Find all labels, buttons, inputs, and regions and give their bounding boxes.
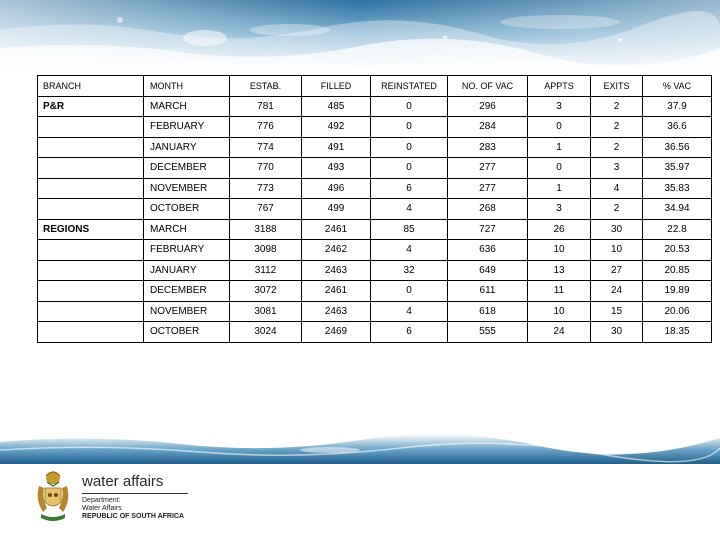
table-cell: 618 (448, 301, 528, 322)
table-cell: 774 (230, 137, 302, 158)
table-cell: 636 (448, 240, 528, 261)
branch-cell (38, 301, 144, 322)
table-cell: 491 (302, 137, 371, 158)
table-row (38, 137, 712, 158)
table-cell: 6 (371, 178, 448, 199)
branch-cell: REGIONS (38, 219, 144, 240)
table-cell: 277 (448, 178, 528, 199)
month-cell: DECEMBER (144, 158, 230, 179)
table-row (38, 117, 712, 138)
table-cell: 10 (528, 301, 591, 322)
month-cell: FEBRUARY (144, 117, 230, 138)
column-header: BRANCH (38, 76, 144, 97)
table-cell: 2463 (302, 301, 371, 322)
table-cell: 493 (302, 158, 371, 179)
brand-divider (82, 493, 188, 494)
table-cell: 1 (528, 178, 591, 199)
table-cell: 0 (528, 158, 591, 179)
branch-cell: P&R (38, 96, 144, 117)
table-cell: 3098 (230, 240, 302, 261)
table-cell: 284 (448, 117, 528, 138)
table-cell: 496 (302, 178, 371, 199)
branch-cell (38, 117, 144, 138)
table-row (38, 96, 712, 117)
table-cell: 781 (230, 96, 302, 117)
table-cell: 0 (371, 117, 448, 138)
column-header: EXITS (591, 76, 643, 97)
table-cell: 10 (591, 240, 643, 261)
table-cell: 2 (591, 96, 643, 117)
column-header: MONTH (144, 76, 230, 97)
table-cell: 1 (528, 137, 591, 158)
table-cell: 24 (591, 281, 643, 302)
month-cell: NOVEMBER (144, 178, 230, 199)
table-cell: 4 (591, 178, 643, 199)
table-cell: 36.56 (643, 137, 712, 158)
table-cell: 27 (591, 260, 643, 281)
brand-name: water affairs (82, 473, 164, 490)
branch-cell (38, 137, 144, 158)
branch-cell (38, 158, 144, 179)
table-cell: 0 (371, 281, 448, 302)
table-row (38, 199, 712, 220)
table-row (38, 301, 712, 322)
table-cell: 36.6 (643, 117, 712, 138)
table-row (38, 178, 712, 199)
country-name: REPUBLIC OF SOUTH AFRICA (82, 513, 185, 520)
month-cell: MARCH (144, 96, 230, 117)
table-cell: 0 (371, 137, 448, 158)
coat-of-arms-icon (33, 468, 73, 524)
table-cell: 37.9 (643, 96, 712, 117)
column-header: APPTS (528, 76, 591, 97)
month-cell: OCTOBER (144, 199, 230, 220)
branch-cell (38, 199, 144, 220)
table-cell: 6 (371, 322, 448, 343)
table-cell: 3 (591, 158, 643, 179)
water-banner-bottom (0, 428, 720, 464)
branch-cell (38, 281, 144, 302)
table-cell: 2463 (302, 260, 371, 281)
table-cell: 499 (302, 199, 371, 220)
table-cell: 4 (371, 240, 448, 261)
table-cell: 22.8 (643, 219, 712, 240)
table-row (38, 158, 712, 179)
table-cell: 3 (528, 199, 591, 220)
table-row (38, 260, 712, 281)
column-header: ESTAB. (230, 76, 302, 97)
department-name: Water Affairs (82, 505, 122, 512)
table-cell: 727 (448, 219, 528, 240)
table-cell: 3188 (230, 219, 302, 240)
branch-cell (38, 178, 144, 199)
table-cell: 492 (302, 117, 371, 138)
table-cell: 30 (591, 322, 643, 343)
table-header-row (38, 76, 712, 97)
month-cell: DECEMBER (144, 281, 230, 302)
table-row (38, 281, 712, 302)
branch-cell (38, 322, 144, 343)
table-cell: 2 (591, 199, 643, 220)
table-cell: 0 (528, 117, 591, 138)
table-cell: 4 (371, 199, 448, 220)
table-cell: 776 (230, 117, 302, 138)
table-cell: 555 (448, 322, 528, 343)
column-header: REINSTATED (371, 76, 448, 97)
table-cell: 30 (591, 219, 643, 240)
table-cell: 3024 (230, 322, 302, 343)
table-cell: 649 (448, 260, 528, 281)
column-header: % VAC (643, 76, 712, 97)
branch-cell (38, 260, 144, 281)
table-row (38, 322, 712, 343)
table-cell: 2462 (302, 240, 371, 261)
month-cell: OCTOBER (144, 322, 230, 343)
table-cell: 34.94 (643, 199, 712, 220)
table-cell: 770 (230, 158, 302, 179)
table-cell: 3072 (230, 281, 302, 302)
table-cell: 32 (371, 260, 448, 281)
table-cell: 35.97 (643, 158, 712, 179)
table-cell: 296 (448, 96, 528, 117)
department-block (82, 497, 184, 521)
month-cell: MARCH (144, 219, 230, 240)
table-cell: 35.83 (643, 178, 712, 199)
month-cell: NOVEMBER (144, 301, 230, 322)
table-cell: 20.85 (643, 260, 712, 281)
table-cell: 24 (528, 322, 591, 343)
table-cell: 611 (448, 281, 528, 302)
month-cell: FEBRUARY (144, 240, 230, 261)
branch-cell (38, 240, 144, 261)
table-cell: 19.89 (643, 281, 712, 302)
table-cell: 15 (591, 301, 643, 322)
table-cell: 767 (230, 199, 302, 220)
table-cell: 2 (591, 137, 643, 158)
table-cell: 283 (448, 137, 528, 158)
month-cell: JANUARY (144, 260, 230, 281)
table-cell: 773 (230, 178, 302, 199)
table-cell: 3 (528, 96, 591, 117)
table-cell: 26 (528, 219, 591, 240)
table-cell: 2461 (302, 219, 371, 240)
table-cell: 10 (528, 240, 591, 261)
column-header: NO. OF VAC (448, 76, 528, 97)
vacancy-table (37, 75, 712, 343)
table-row (38, 240, 712, 261)
table-cell: 2469 (302, 322, 371, 343)
month-cell: JANUARY (144, 137, 230, 158)
table-cell: 13 (528, 260, 591, 281)
water-banner-top (0, 0, 720, 75)
table-cell: 0 (371, 158, 448, 179)
department-label: Department: (82, 497, 121, 504)
table-cell: 3112 (230, 260, 302, 281)
table-cell: 18.35 (643, 322, 712, 343)
table-cell: 485 (302, 96, 371, 117)
table-cell: 85 (371, 219, 448, 240)
table-row (38, 219, 712, 240)
table-cell: 268 (448, 199, 528, 220)
table-cell: 2461 (302, 281, 371, 302)
table-cell: 11 (528, 281, 591, 302)
table-cell: 20.06 (643, 301, 712, 322)
table-cell: 277 (448, 158, 528, 179)
table-cell: 0 (371, 96, 448, 117)
table-cell: 4 (371, 301, 448, 322)
table-cell: 20.53 (643, 240, 712, 261)
column-header: FILLED (302, 76, 371, 97)
table-cell: 3081 (230, 301, 302, 322)
table-cell: 2 (591, 117, 643, 138)
